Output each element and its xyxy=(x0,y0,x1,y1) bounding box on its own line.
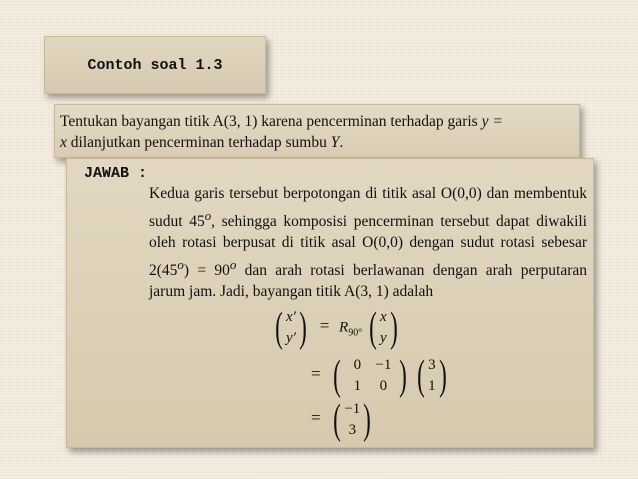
matrix-entry: −1 xyxy=(344,401,361,417)
answer-part: , sehingga komposisi pencerminan tersebut dapat diwakili oleh rotasi berpusat di titik asal O xyxy=(149,212,587,252)
matrix-entry: y xyxy=(379,330,387,346)
answer-part: Kedua garis tersebut berpotongan di titik asal O xyxy=(149,185,453,202)
answer-label: JAWAB : xyxy=(84,165,148,182)
degree-mark: o xyxy=(177,256,184,272)
degree-mark: o xyxy=(204,207,212,223)
matrix-entry: 0 xyxy=(353,357,362,373)
math-line-2 xyxy=(305,355,450,397)
point-vector: ( 3 1 ) xyxy=(417,353,447,399)
question-part: dilanjutkan pencerminan terhadap sumbu xyxy=(66,134,331,151)
matrix-entry: y′ xyxy=(286,330,296,346)
title-box xyxy=(44,36,266,94)
math-line-3 xyxy=(305,399,374,441)
matrix-entry: −1 xyxy=(375,357,392,373)
equation-part: x xyxy=(60,134,67,151)
lhs-vector: ( x′ y′ ) xyxy=(275,305,307,351)
matrix-entry: 0 xyxy=(379,378,388,394)
matrix-entry: 3 xyxy=(428,357,436,373)
answer-box xyxy=(66,158,594,448)
rotation-symbol: R xyxy=(339,319,349,336)
matrix-entry: x xyxy=(379,309,387,325)
answer-part: adalah xyxy=(388,283,434,301)
matrix-entry: 1 xyxy=(353,378,362,394)
question-part: karena pencerminan terhadap garis xyxy=(257,113,482,130)
slide-title: Contoh soal 1.3 xyxy=(87,57,223,74)
origin-point: (0,0) xyxy=(373,234,404,252)
equals-sign: = xyxy=(319,316,330,336)
result-vector: ( −1 3 ) xyxy=(333,397,372,443)
answer-explanation xyxy=(149,183,587,303)
angle-calc: 2(45 xyxy=(149,261,178,279)
axis-name: Y xyxy=(330,134,340,151)
variable-vector: ( x y ) xyxy=(369,305,398,351)
equals-sign: = xyxy=(311,408,321,428)
rotation-angle: 90° xyxy=(348,327,363,339)
math-line-1 xyxy=(272,307,401,349)
angle-calc: ) = 90 xyxy=(183,261,230,279)
matrix-entry: x′ xyxy=(286,309,296,325)
answer-part: dan arah rotasi berlawanan dengan arah perputaran jarum jam. Jadi, bayangan titik A xyxy=(149,261,587,301)
answer-part: dan membentuk sudut xyxy=(149,185,588,230)
point-a: (3, 1) xyxy=(355,283,389,301)
origin-point: (0,0) xyxy=(452,185,482,202)
question-part: Tentukan bayangan titik A xyxy=(60,113,224,130)
matrix-entry: 3 xyxy=(348,422,357,438)
question-box xyxy=(54,104,580,158)
question-part: . xyxy=(339,134,344,151)
point-a: (3, 1) xyxy=(223,113,258,130)
answer-part: dengan sudut rotasi sebesar xyxy=(403,234,587,252)
equation-part: y = xyxy=(481,113,503,130)
rotation-matrix: ( 0 −1 1 0 ) xyxy=(333,353,408,399)
question-text xyxy=(60,111,573,153)
equals-sign: = xyxy=(311,364,321,384)
matrix-entry: 1 xyxy=(428,378,436,394)
degree-mark: o xyxy=(229,256,237,272)
angle-value: 45 xyxy=(189,212,205,230)
